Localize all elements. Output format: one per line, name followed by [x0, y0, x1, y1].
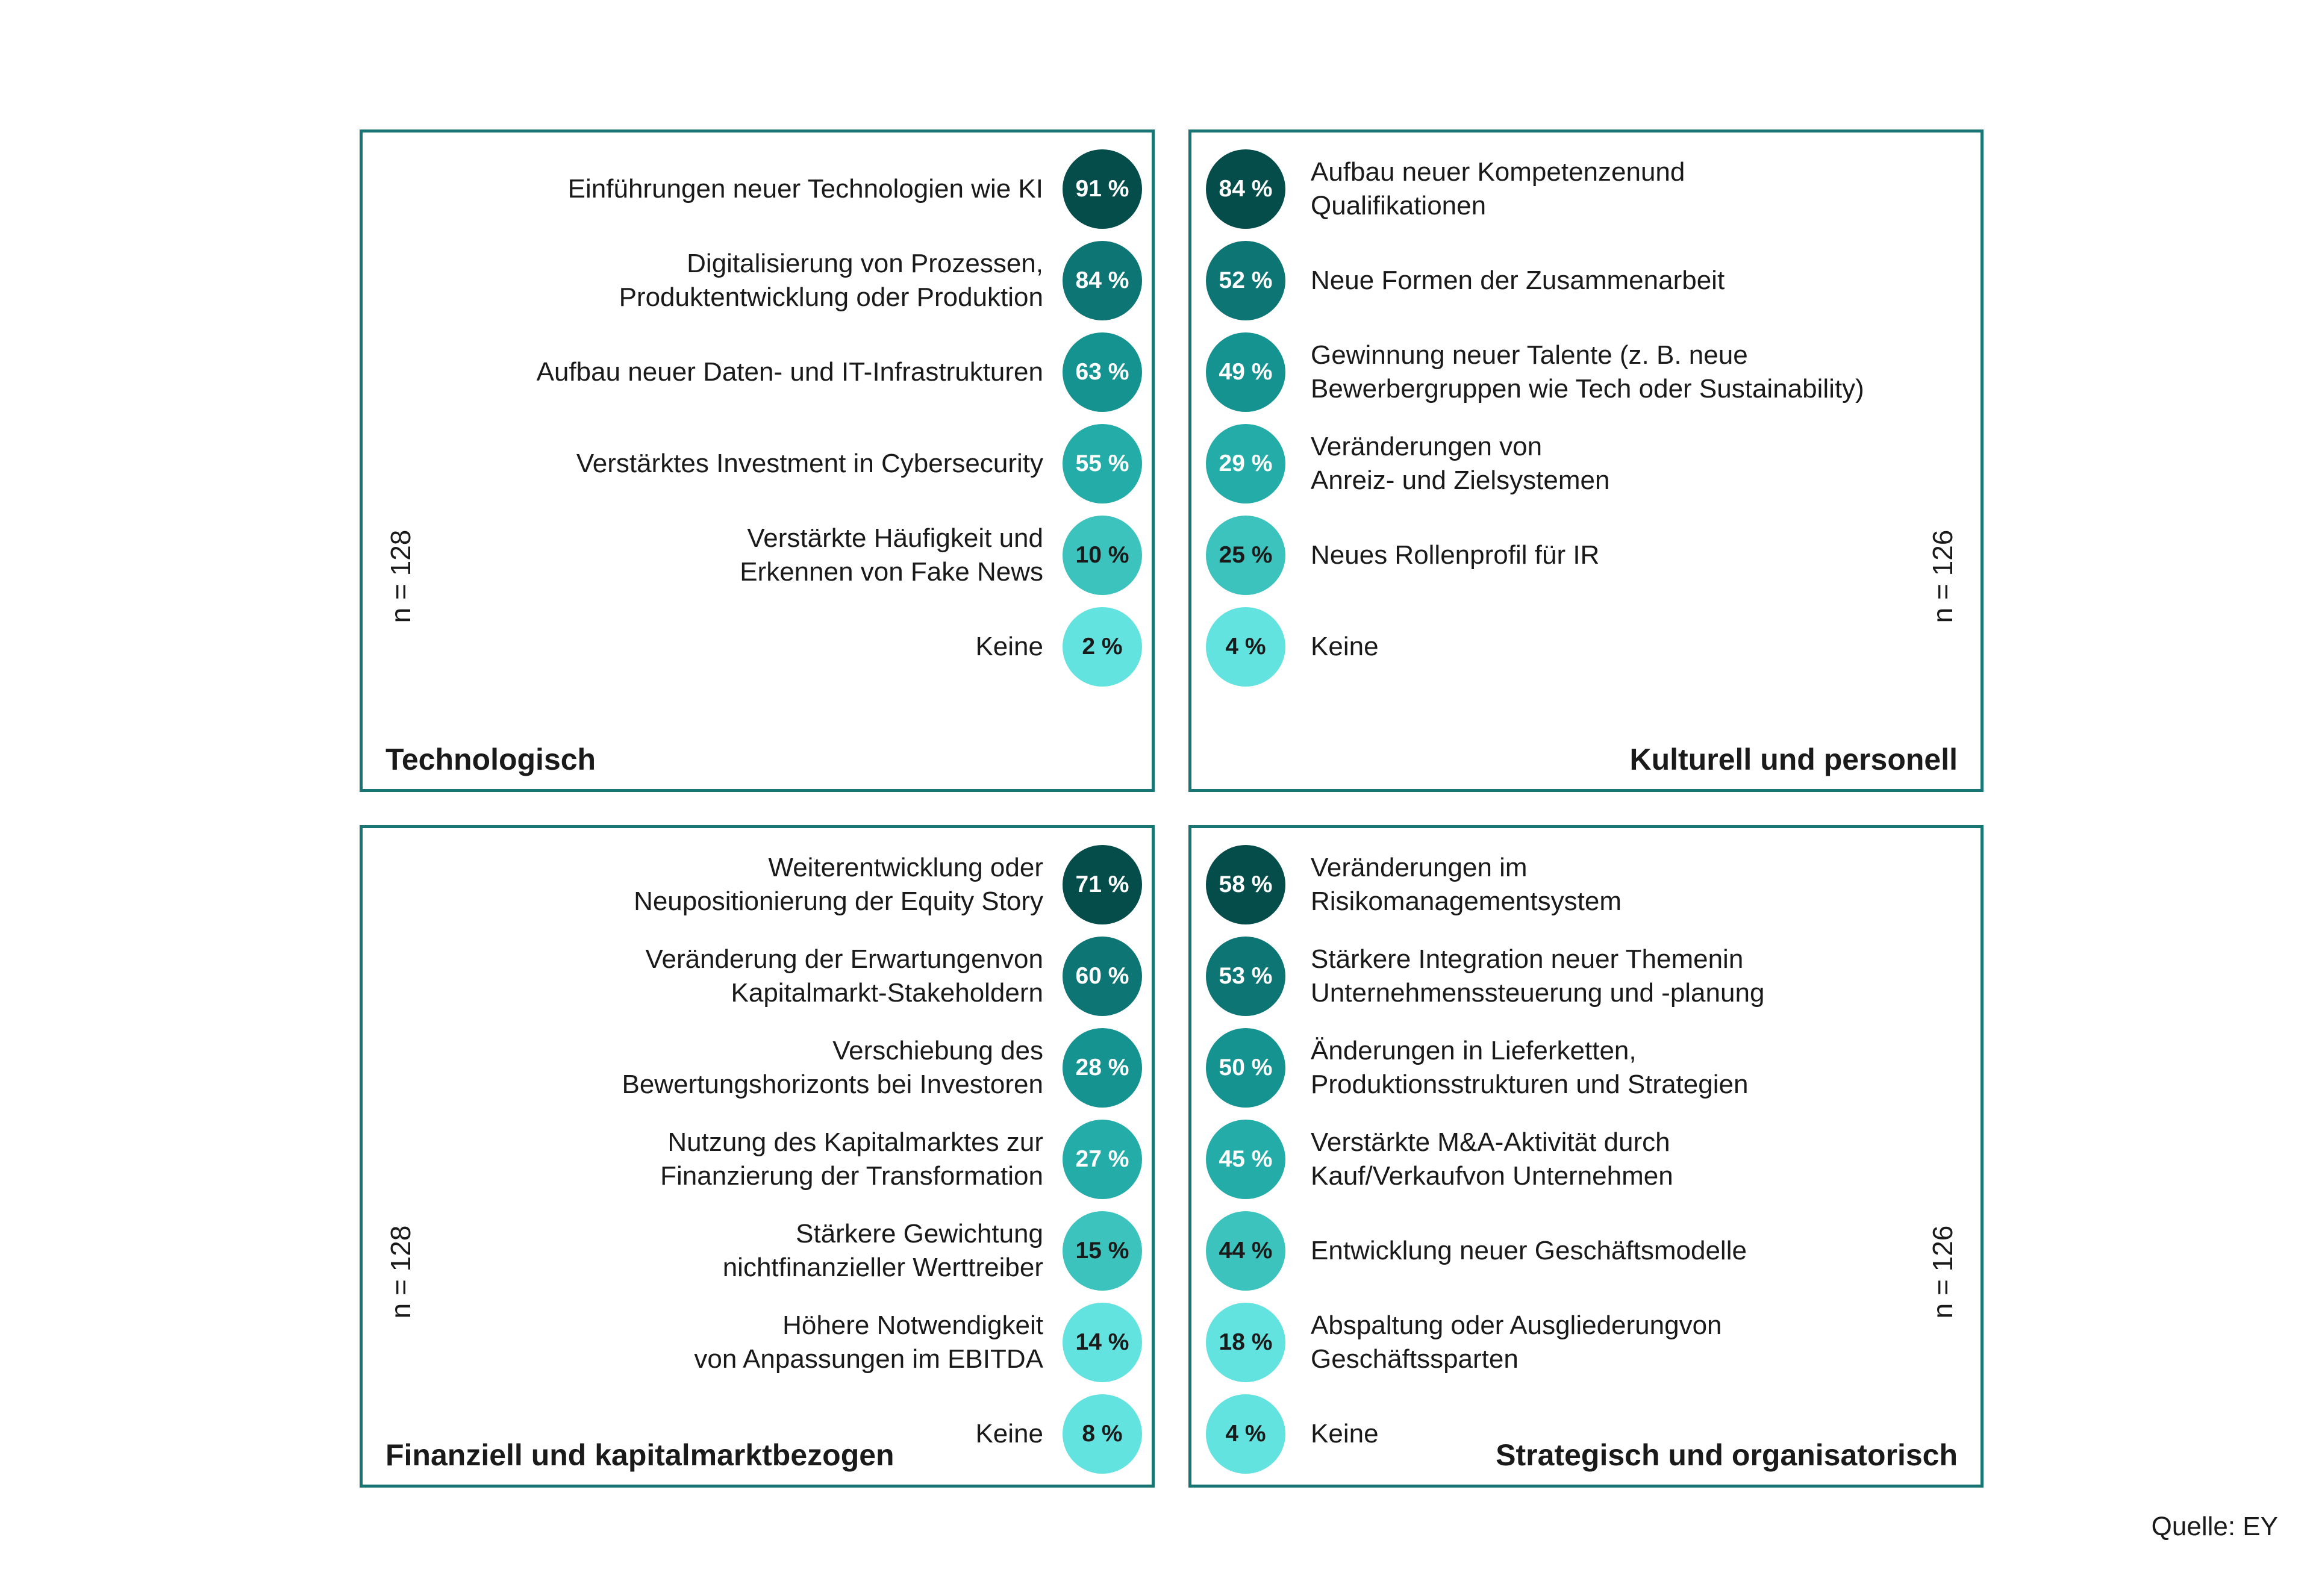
item-label: Verschiebung des Bewertungshorizonts bei Investoren	[622, 1036, 1043, 1099]
value-bubble: 27 %	[1063, 1120, 1142, 1199]
item-label: Entwicklung neuer Geschäftsmodelle	[1311, 1236, 1747, 1265]
list-item	[1191, 1211, 1981, 1289]
panel-kulturell-und-personell	[1188, 129, 1984, 792]
list-item	[1191, 332, 1981, 411]
list-item	[363, 332, 1152, 411]
value-bubble: 8 %	[1063, 1394, 1142, 1474]
list-item	[363, 1394, 1152, 1473]
list-item	[1191, 1303, 1981, 1381]
value-bubble: 15 %	[1063, 1211, 1142, 1291]
item-label: Nutzung des Kapitalmarktes zur Finanzierung der Transformation	[660, 1127, 1043, 1191]
item-label: Veränderungen von Anreiz- und Zielsystemen	[1311, 432, 1610, 495]
item-label: Digitalisierung von Prozessen, Produktentwicklung oder Produktion	[619, 249, 1043, 312]
list-item	[1191, 1028, 1981, 1106]
value-bubble: 2 %	[1063, 607, 1142, 687]
panel-strategisch-und-organisatorisch	[1188, 825, 1984, 1488]
value-bubble: 18 %	[1206, 1303, 1285, 1382]
value-bubble: 4 %	[1206, 1394, 1285, 1474]
list-item	[1191, 845, 1981, 923]
item-label: Einführungen neuer Technologien wie KI	[567, 174, 1043, 204]
list-item	[1191, 149, 1981, 228]
value-bubble: 50 %	[1206, 1028, 1285, 1108]
item-label: Abspaltung oder Ausgliederungvon Geschäftssparten	[1311, 1311, 1722, 1374]
list-item	[1191, 424, 1981, 502]
list-item	[363, 241, 1152, 319]
value-bubble: 58 %	[1206, 845, 1285, 924]
value-bubble: 44 %	[1206, 1211, 1285, 1291]
item-label: Verstärktes Investment in Cybersecurity	[576, 449, 1043, 478]
list-item	[1191, 1120, 1981, 1198]
value-bubble: 91 %	[1063, 149, 1142, 229]
item-label: Gewinnung neuer Talente (z. B. neue Bewerbergruppen wie Tech oder Sustainability)	[1311, 340, 1864, 404]
item-label: Weiterentwicklung oder Neupositionierung der Equity Story	[634, 853, 1043, 916]
panel-title: Finanziell und kapitalmarktbezogen	[386, 1438, 894, 1472]
list-item	[363, 845, 1152, 923]
item-label: Veränderungen im Risikomanagementsystem	[1311, 853, 1622, 916]
item-label: Stärkere Gewichtung nichtfinanzieller Werttreiber	[722, 1219, 1043, 1282]
value-bubble: 10 %	[1063, 516, 1142, 595]
value-bubble: 14 %	[1063, 1303, 1142, 1382]
panel-finanziell-und-kapitalmarktbezogen	[360, 825, 1155, 1488]
value-bubble: 53 %	[1206, 937, 1285, 1016]
item-label: Höhere Notwendigkeit von Anpassungen im EBITDA	[694, 1311, 1043, 1374]
value-bubble: 84 %	[1206, 149, 1285, 229]
item-label: Änderungen in Lieferketten, Produktionsstrukturen und Strategien	[1311, 1036, 1749, 1099]
value-bubble: 49 %	[1206, 332, 1285, 412]
item-label: Neue Formen der Zusammenarbeit	[1311, 266, 1725, 295]
item-label: Aufbau neuer Daten- und IT-Infrastrukturen	[536, 357, 1043, 387]
value-bubble: 4 %	[1206, 607, 1285, 687]
list-item	[1191, 1394, 1981, 1473]
list-item	[363, 607, 1152, 685]
item-label: Stärkere Integration neuer Themenin Unternehmenssteuerung und -planung	[1311, 944, 1765, 1008]
value-bubble: 45 %	[1206, 1120, 1285, 1199]
panel-title: Strategisch und organisatorisch	[1496, 1438, 1958, 1472]
panel-technologisch	[360, 129, 1155, 792]
sample-size-label: n = 126	[1927, 1225, 1958, 1319]
item-label: Keine	[975, 632, 1043, 661]
item-label: Verstärkte Häufigkeit und Erkennen von Fake News	[740, 523, 1043, 587]
sample-size-label: n = 126	[1927, 529, 1958, 623]
list-item	[363, 937, 1152, 1015]
list-item	[363, 1211, 1152, 1289]
panel-title: Kulturell und personell	[1629, 743, 1958, 776]
source-note: Quelle: EY	[2151, 1512, 2278, 1541]
list-item	[363, 424, 1152, 502]
item-label: Veränderung der Erwartungenvon Kapitalmarkt-Stakeholdern	[645, 944, 1043, 1008]
item-label: Verstärkte M&A-Aktivität durch Kauf/Verkaufvon Unternehmen	[1311, 1127, 1673, 1191]
item-label: Keine	[975, 1419, 1043, 1448]
value-bubble: 63 %	[1063, 332, 1142, 412]
value-bubble: 55 %	[1063, 424, 1142, 503]
list-item	[363, 1303, 1152, 1381]
sample-size-label: n = 128	[385, 1225, 416, 1319]
list-item	[1191, 937, 1981, 1015]
value-bubble: 52 %	[1206, 241, 1285, 320]
item-label: Keine	[1311, 1419, 1379, 1448]
value-bubble: 84 %	[1063, 241, 1142, 320]
sample-size-label: n = 128	[385, 529, 416, 623]
list-item	[363, 1120, 1152, 1198]
value-bubble: 60 %	[1063, 937, 1142, 1016]
list-item	[1191, 241, 1981, 319]
panel-title: Technologisch	[386, 743, 596, 776]
list-item	[1191, 607, 1981, 685]
list-item	[363, 516, 1152, 594]
value-bubble: 25 %	[1206, 516, 1285, 595]
value-bubble: 71 %	[1063, 845, 1142, 924]
list-item	[363, 149, 1152, 228]
list-item	[1191, 516, 1981, 594]
item-label: Aufbau neuer Kompetenzenund Qualifikationen	[1311, 157, 1685, 220]
item-label: Keine	[1311, 632, 1379, 661]
value-bubble: 28 %	[1063, 1028, 1142, 1108]
item-label: Neues Rollenprofil für IR	[1311, 540, 1600, 570]
list-item	[363, 1028, 1152, 1106]
value-bubble: 29 %	[1206, 424, 1285, 503]
